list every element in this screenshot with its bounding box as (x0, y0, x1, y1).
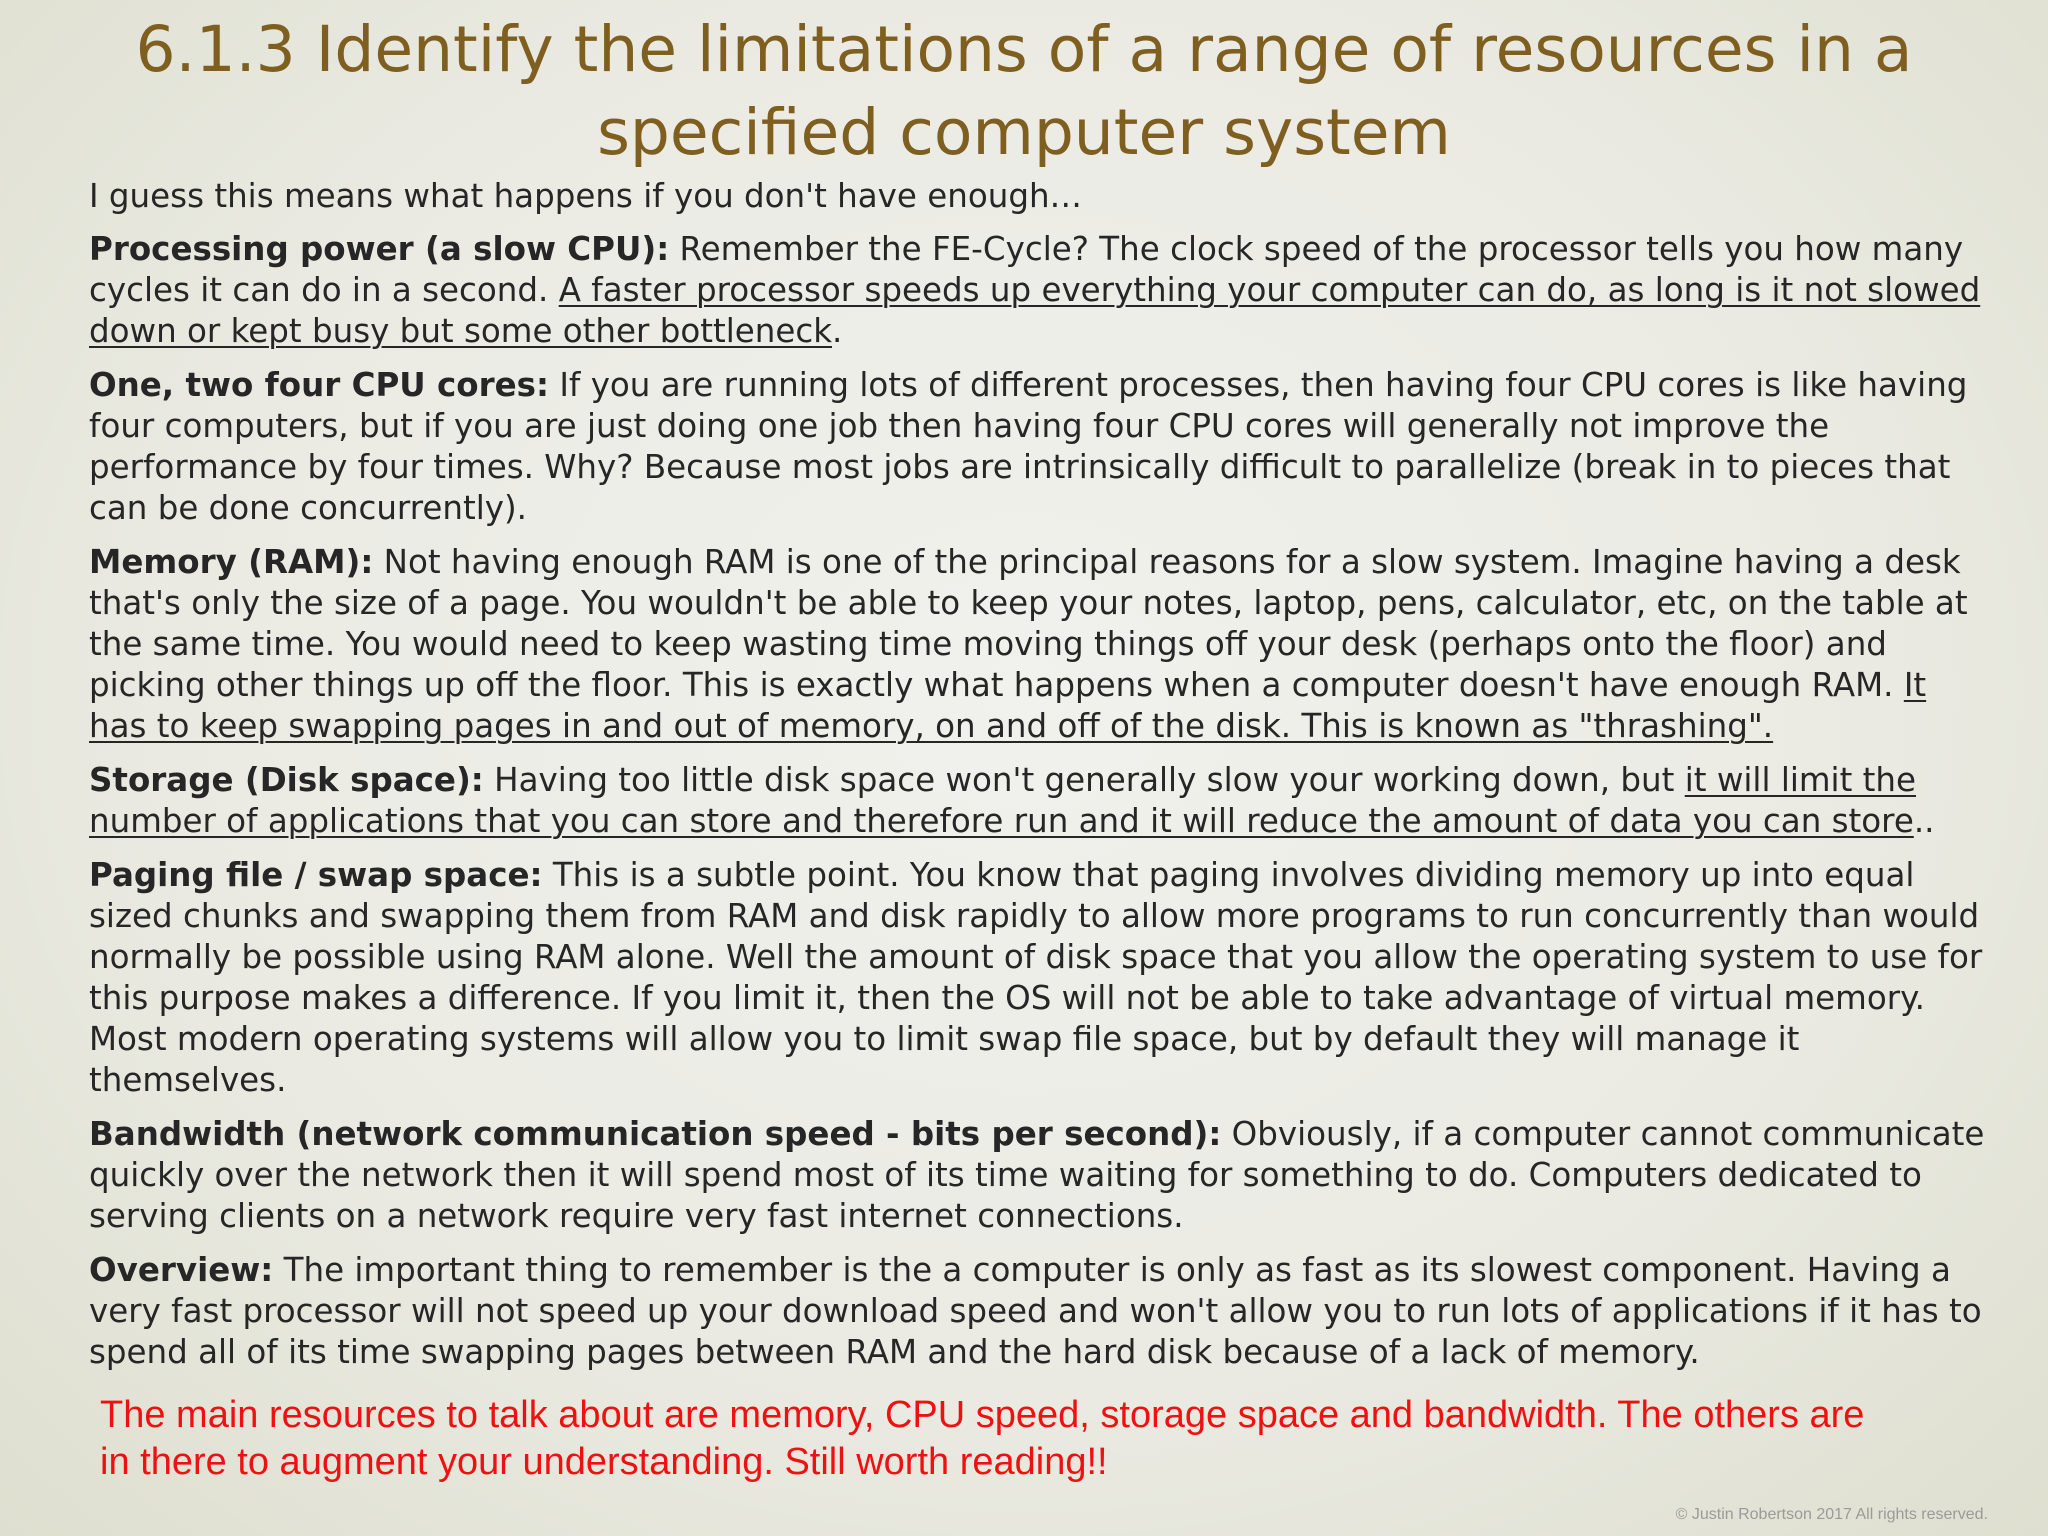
section-text: If you are running lots of different processes, then having four CPU cores is like having four computers, but if you are just doing one job then having four CPU cores will generally not improve the performance by four times. Why? Because most jobs are intrinsically difficult to parallelize (break in to pieces that can be done concurrently). (89, 366, 1968, 527)
section-heading: Processing power (a slow CPU): (89, 230, 670, 268)
intro-text: I guess this means what happens if you don't have enough… (89, 177, 1083, 215)
section-text: Obviously, if a computer cannot communicate quickly over the network then it will spend most of its time waiting for something to do. Computers dedicated to serving clients on a network require very fast internet connections. (89, 1115, 1985, 1235)
section-text: The important thing to remember is the a computer is only as fast as its slowest component. Having a very fast processor will not speed up your download speed and won't allow you to run lots of applications if it has to spend all of its time swapping pages between RAM and the hard disk because of a lack of memory. (89, 1251, 1982, 1371)
section-storage (89, 760, 1989, 842)
slide-body (89, 176, 1989, 1386)
section-underlined-text: it will limit the number of applications that you can store and therefore run and it will reduce the amount of data you can store (89, 761, 1916, 840)
section-overview (89, 1250, 1989, 1373)
slide-title: 6.1.3 Identify the limitations of a range of resources in a specified computer system (135, 13, 1913, 169)
section-heading: Memory (RAM): (89, 543, 374, 581)
section-paging-file (89, 855, 1989, 1101)
copyright-notice: © Justin Robertson 2017 All rights reserved. (1675, 1506, 1988, 1523)
section-tail: . (832, 312, 843, 350)
section-cpu-cores (89, 365, 1989, 529)
section-memory (89, 542, 1989, 747)
section-heading: Paging file / swap space: (89, 856, 543, 894)
section-text: Having too little disk space won't generally slow your working down, but (483, 761, 1685, 799)
section-underlined-text: A faster processor speeds up everything your computer can do, as long is it not slowed down or kept busy but some other bottleneck (89, 271, 1981, 350)
section-tail: .. (1913, 802, 1935, 840)
section-heading: Storage (Disk space): (89, 761, 484, 799)
section-text: Remember the FE-Cycle? The clock speed of the processor tells you how many cycles it can do in a second. (89, 230, 1964, 309)
section-heading: One, two four CPU cores: (89, 366, 549, 404)
section-heading: Overview: (89, 1251, 274, 1289)
section-bandwidth (89, 1114, 1989, 1237)
section-text: Not having enough RAM is one of the principal reasons for a slow system. Imagine having a desk that's only the size of a page. You wouldn't be able to keep your notes, laptop, pens, calculator, etc, on the table at the same time. You would need to keep wasting time moving things off your desk (perhaps onto the floor) and picking other things up off the floor. This is exactly what happens when a computer doesn't have enough RAM. (89, 543, 1968, 704)
highlight-note: The main resources to talk about are memory, CPU speed, storage space and bandwidth. The others are in there to augment your understanding. Still worth reading!! (100, 1394, 1865, 1483)
section-processing-power (89, 229, 1989, 352)
section-underlined-text: It has to keep swapping pages in and out of memory, on and off of the disk. This is known as "thrashing". (89, 666, 1927, 745)
section-heading: Bandwidth (network communication speed - bits per second): (89, 1115, 1222, 1153)
section-text: This is a subtle point. You know that paging involves dividing memory up into equal sized chunks and swapping them from RAM and disk rapidly to allow more programs to run concurrently than would normally be possible using RAM alone. Well the amount of disk space that you allow the operating system to use for this purpose makes a difference. If you limit it, then the OS will not be able to take advantage of virtual memory. Most modern operating systems will allow you to limit swap file space, but by default they will manage it themselves. (89, 856, 1983, 1099)
